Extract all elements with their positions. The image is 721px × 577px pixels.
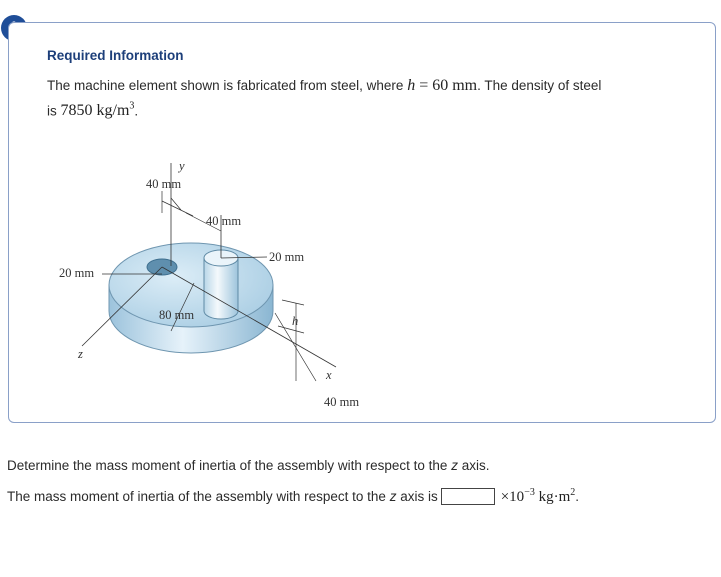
answer-row (7, 487, 579, 506)
question-prompt-end: axis. (461, 458, 490, 473)
dim-40-mid: 40 mm (206, 214, 242, 228)
dim-40-bottom: 40 mm (324, 395, 360, 409)
required-information-box (8, 22, 716, 423)
h-label: h (292, 314, 299, 328)
density-value (61, 102, 135, 119)
dim-80: 80 mm (159, 308, 195, 322)
info-text-3: is (47, 103, 57, 119)
cylinder-side (204, 258, 238, 319)
answer-end: . (575, 489, 580, 504)
dim-40-top: 40 mm (146, 177, 182, 191)
x-axis-label: x (326, 368, 332, 382)
info-text-1: The machine element shown is fabricated from steel, where (47, 78, 404, 93)
answer-lead: The mass moment of inertia of the assembly with respect to the (7, 489, 386, 504)
answer-axis: z (389, 489, 397, 504)
density-number: 7850 kg/m (60, 102, 130, 120)
answer-unit (501, 487, 576, 506)
h-equation (407, 77, 477, 94)
info-text-4: . (134, 103, 139, 119)
unit-exponent: −3 (524, 487, 535, 498)
info-text-2: . The density of steel (477, 78, 602, 93)
density-exponent: 3 (129, 101, 135, 112)
unit-multiplier: ×10 (500, 489, 525, 505)
y-axis-label: y (179, 159, 185, 173)
question-prompt-text: Determine the mass moment of inertia of the assembly with respect to the (7, 458, 448, 473)
h-eq: = 60 mm (415, 77, 478, 94)
question-prompt (7, 458, 490, 473)
info-heading: Required Information (47, 48, 184, 63)
machine-element-figure (54, 153, 384, 423)
answer-input[interactable] (441, 488, 495, 505)
dim-20-right: 20 mm (269, 250, 305, 264)
question-axis-letter: z (451, 458, 458, 473)
unit-base: kg·m (534, 489, 571, 505)
z-axis-label: z (78, 347, 83, 361)
dim-20-left: 20 mm (59, 266, 95, 280)
info-text (47, 75, 687, 121)
h-var: h (407, 77, 416, 94)
unit-exponent-2: 2 (570, 487, 576, 498)
answer-mid: axis is (400, 489, 438, 504)
